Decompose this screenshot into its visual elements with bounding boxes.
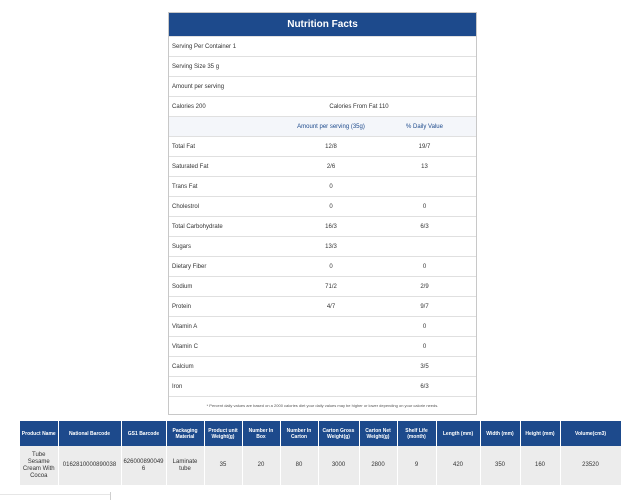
column-header: Packaging Material [166,421,204,446]
column-header: Volume(cm3) [560,421,621,446]
nutrient-amount: 0 [329,203,333,210]
nutrition-facts-title: Nutrition Facts [169,13,476,36]
nutrient-name: Vitamin C [172,343,198,350]
nutrient-row [169,256,476,276]
table-cell: 35 [204,446,242,485]
nutrient-daily-value: 3/5 [420,363,429,370]
column-header: Product Name [20,421,58,446]
nutrient-row [169,296,476,316]
table-cell: 9 [397,446,436,485]
nutrient-row [169,176,476,196]
nutrient-amount: 2/6 [326,163,336,170]
nutrient-row [169,236,476,256]
nutrient-daily-value: 0 [422,263,427,270]
nutrient-amount: 13/3 [325,243,337,250]
nutrient-amount: 12/8 [325,143,337,150]
table-cell: Laminate tube [166,446,204,485]
column-header: Width (mm) [480,421,520,446]
calories: Calories 200 [172,103,206,110]
nutrient-row [169,156,476,176]
nutrient-amount: 4/7 [326,303,336,310]
nutrient-name: Dietary Fiber [172,263,207,270]
nutrient-row [169,216,476,236]
nutrient-name: Calcium [172,363,194,370]
serving-per-container: Serving Per Container 1 [169,36,476,56]
table-cell: 350 [480,446,520,485]
column-header: Number In Box [242,421,280,446]
table-row [20,446,621,485]
table-cell: 160 [520,446,560,485]
table-cell: 23520 [560,446,621,485]
nutrient-row [169,336,476,356]
nutrient-daily-value: 19/7 [418,143,431,150]
table-cell: 3000 [318,446,359,485]
table-cell: 2800 [359,446,397,485]
nutrient-daily-value: 6/3 [420,223,429,230]
nutrient-name: Sodium [172,283,193,290]
column-header: Number In Carton [280,421,318,446]
column-header: National Barcode [58,421,121,446]
calories-from-fat: Calories From Fat 110 [329,103,389,110]
col-daily: % Daily Value [406,123,443,130]
nutrient-amount: 0 [329,263,333,270]
nutrient-amount: 0 [329,183,333,190]
nutrition-rows [169,136,476,396]
col-amount: Amount per serving (35g) [297,123,365,130]
column-header: Height (mm) [520,421,560,446]
table-cell: 80 [280,446,318,485]
nutrient-name: Total Carbohydrate [172,223,223,230]
nutrient-daily-value: 9/7 [420,303,429,310]
table-cell: 0162810000890038 [58,446,121,485]
column-header: Carton Gross Weight(g) [318,421,359,446]
table-cell: Tube Sesame Cream With Cocoa [20,446,58,485]
nutrient-daily-value: 0 [422,203,427,210]
nutrient-daily-value: 2/9 [420,283,429,290]
nutrient-name: Saturated Fat [172,163,209,170]
column-header: Product unit Weight(g) [204,421,242,446]
nutrient-name: Iron [172,383,183,390]
nutrient-amount: 16/3 [325,223,337,230]
table-cell: 20 [242,446,280,485]
nutrient-daily-value: 0 [422,343,427,350]
divider [0,494,110,495]
nutrient-name: Protein [172,303,192,310]
nutrient-row [169,276,476,296]
nutrition-column-header [169,116,476,136]
nutrient-daily-value: 6/3 [420,383,429,390]
nutrient-amount: 71/2 [325,283,337,290]
nutrient-daily-value: 13 [421,163,428,170]
nutrient-daily-value: 0 [422,323,427,330]
product-spec-table [20,421,622,485]
calories-row [169,96,476,116]
divider [110,492,111,500]
nutrient-row [169,356,476,376]
nutrient-row [169,316,476,336]
product-table-header [20,421,621,446]
nutrient-row [169,136,476,156]
table-cell: 6260008900496 [121,446,166,485]
nutrient-name: Sugars [172,243,192,250]
column-header: Shelf Life (month) [397,421,436,446]
table-cell: 420 [436,446,480,485]
nutrient-row [169,376,476,396]
nutrient-name: Vitamin A [172,323,198,330]
column-header: Length (mm) [436,421,480,446]
nutrient-name: Cholestrol [172,203,200,210]
amount-per-serving: Amount per serving [169,76,476,96]
nutrient-row [169,196,476,216]
nutrition-facts-panel [168,12,477,415]
column-header: Carton Net Weight(g) [359,421,397,446]
nutrient-name: Total Fat [172,143,196,150]
footnote: * Percent daily values are based on a 2000 calories diet your daily values may be higher or lower depending on your calorie needs. [169,396,476,414]
column-header: GS1 Barcode [121,421,166,446]
serving-size: Serving Size 35 g [169,56,476,76]
nutrient-name: Trans Fat [172,183,198,190]
